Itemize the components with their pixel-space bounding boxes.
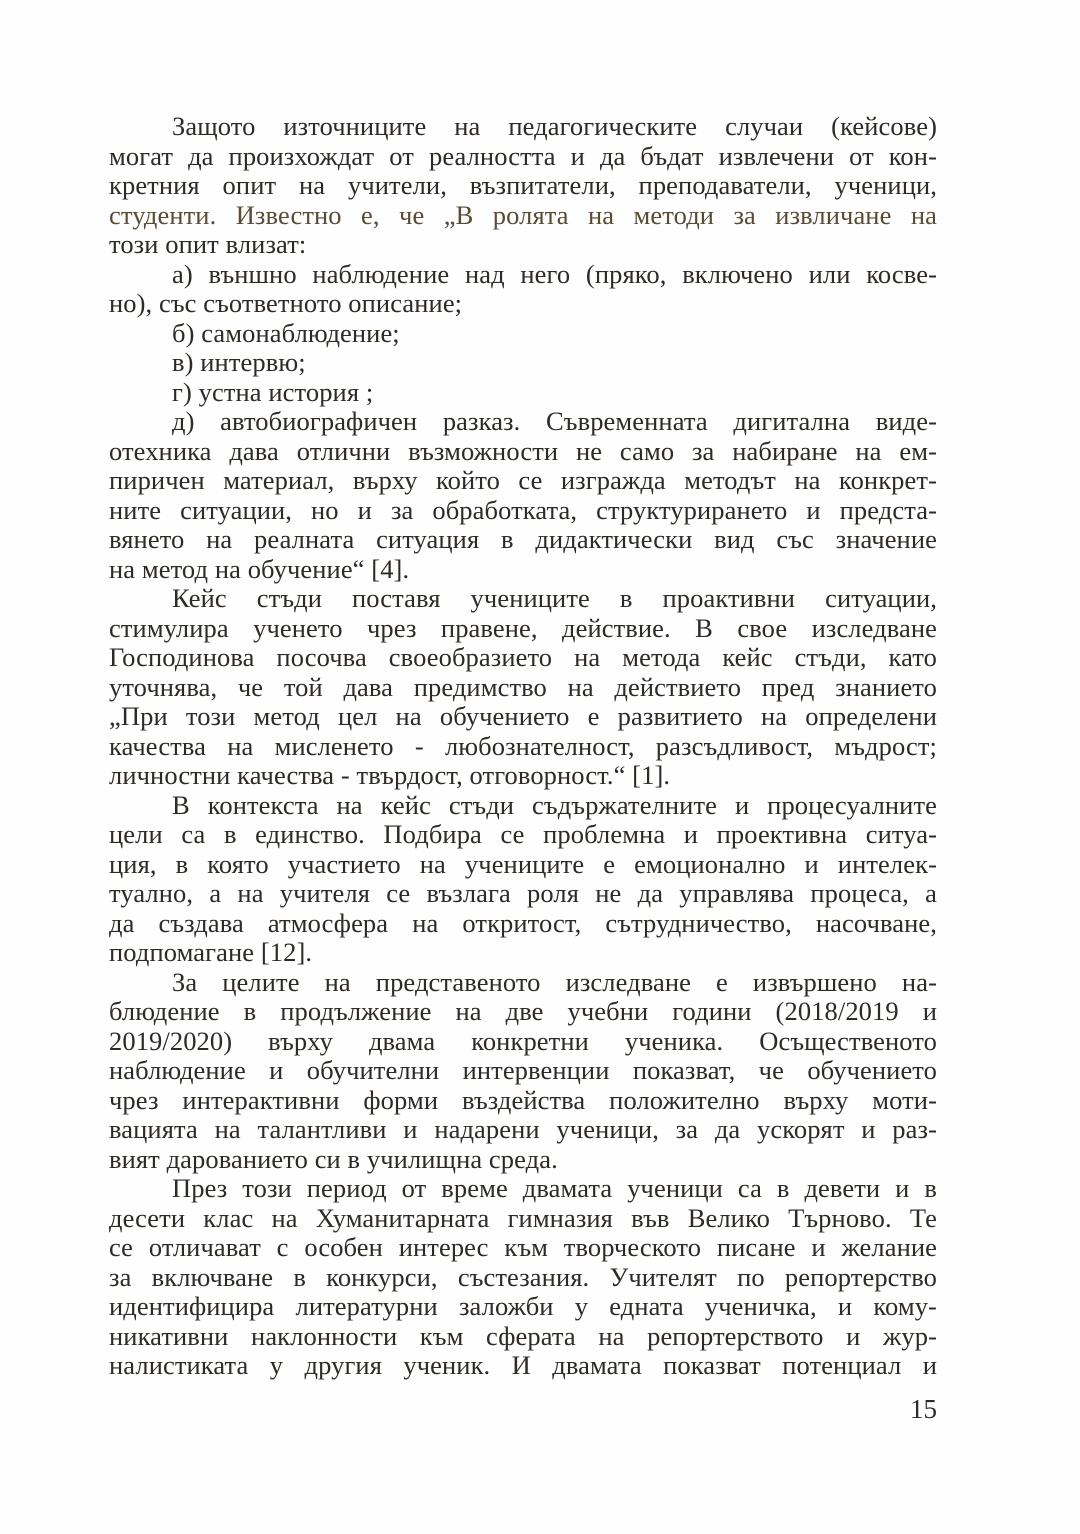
text-line: чрез интерактивни форми въздейства положително върху моти-	[109, 1084, 937, 1115]
paragraph	[109, 319, 937, 349]
paragraph	[109, 348, 937, 378]
text-line: налистиката у другия ученик. И двамата показват потенциал и	[109, 1350, 937, 1380]
text-line: студенти. Известно е, че „В ролята на методи за извличане на	[109, 199, 937, 230]
text-line: Господинова посочва своеобразието на метода кейс стъди, като	[109, 642, 937, 672]
page-number: 15	[910, 1394, 937, 1424]
text-line: вият дарованието си в училищна среда.	[109, 1143, 558, 1174]
paragraph	[109, 1174, 937, 1381]
paragraph	[109, 112, 937, 260]
text-line: Кейс стъди поставя учениците в проактивни ситуации,	[172, 583, 937, 613]
text-block	[109, 112, 937, 1381]
text-line: стимулира ученето чрез правене, действие. В свое изследване	[109, 612, 937, 643]
text-line: десети клас на Хуманитарната гимназия във Велико Търново. Те	[109, 1202, 937, 1233]
text-line: б) самонаблюдение;	[172, 317, 400, 348]
text-line: идентифицира литературни заложби у едната ученичка, и кому-	[109, 1291, 937, 1321]
text-line: качества на мисленето - любознателност, разсъдливост, мъдрост;	[109, 730, 937, 761]
text-line: никативни наклонности към сферата на репортерството и жур-	[109, 1320, 937, 1351]
text-line: отехника дава отлични възможности не само за набиране на ем-	[109, 435, 937, 466]
text-line: се отличават с особен интерес към творческото писане и желание	[109, 1232, 937, 1262]
paragraph	[109, 968, 937, 1175]
text-line: В контекста на кейс стъди съдържателните и процесуалните	[172, 789, 937, 820]
text-line: блюдение в продължение на две учебни години (2018/2019 и	[109, 996, 937, 1026]
text-line: този опит влизат:	[109, 229, 307, 259]
text-line: Защото източниците на педагогическите случаи (кейсове)	[172, 111, 937, 141]
text-line: 2019/2020) върху двама конкретни ученика. Осъщественото	[109, 1025, 937, 1056]
text-line: личностни качества - твърдост, отговорност.“ [1].	[109, 760, 671, 790]
text-line: вянето на реалната ситуация в дидактически вид със значение	[109, 524, 937, 554]
text-line: ция, в която участието на учениците е емоционално и интелек-	[109, 848, 937, 879]
text-line: туално, а на учителя се възлага роля не да управлява процеса, а	[109, 878, 937, 908]
paragraph	[109, 260, 937, 319]
paragraph	[109, 791, 937, 968]
text-line: д) автобиографичен разказ. Съвременната дигитална виде-	[172, 406, 937, 436]
text-line: пиричен материал, върху който се изгражда методът на конкрет-	[109, 465, 937, 495]
text-line: могат да произхождат от реалността и да бъдат извлечени от кон-	[109, 140, 937, 171]
text-line: в) интервю;	[172, 347, 306, 377]
text-line: През този период от време двамата ученици са в девети и в	[172, 1173, 937, 1203]
text-line: уточнява, че той дава предимство на действието пред знанието	[109, 671, 937, 702]
text-line: „При този метод цел на обучението е развитието на определени	[109, 701, 937, 731]
text-line: За целите на представеното изследване е извършено на-	[172, 966, 937, 997]
text-line: за включване в конкурси, състезания. Учителят по репортерство	[109, 1261, 937, 1292]
text-line: да създава атмосфера на откритост, сътрудничество, насочване,	[109, 907, 937, 938]
text-line: ните ситуации, но и за обработката, структурирането и предста-	[109, 494, 937, 525]
text-line: г) устна история ;	[172, 376, 374, 407]
text-line: подпомагане [12].	[109, 937, 313, 967]
text-line: а) външно наблюдение над него (пряко, включено или косве-	[172, 258, 937, 289]
text-line: но), със съответното описание;	[109, 288, 463, 318]
text-line: цели са в единство. Подбира се проблемна и проективна ситуа-	[109, 819, 937, 849]
paragraph	[109, 407, 937, 584]
text-line: вацията на талантливи и надарени ученици, за да ускорят и раз-	[109, 1114, 937, 1144]
text-line: кретния опит на учители, възпитатели, преподаватели, ученици,	[109, 170, 937, 200]
paragraph	[109, 378, 937, 408]
paragraph	[109, 584, 937, 791]
text-line: наблюдение и обучителни интервенции показват, че обучението	[109, 1055, 937, 1085]
text-line: на метод на обучение“ [4].	[109, 553, 410, 584]
